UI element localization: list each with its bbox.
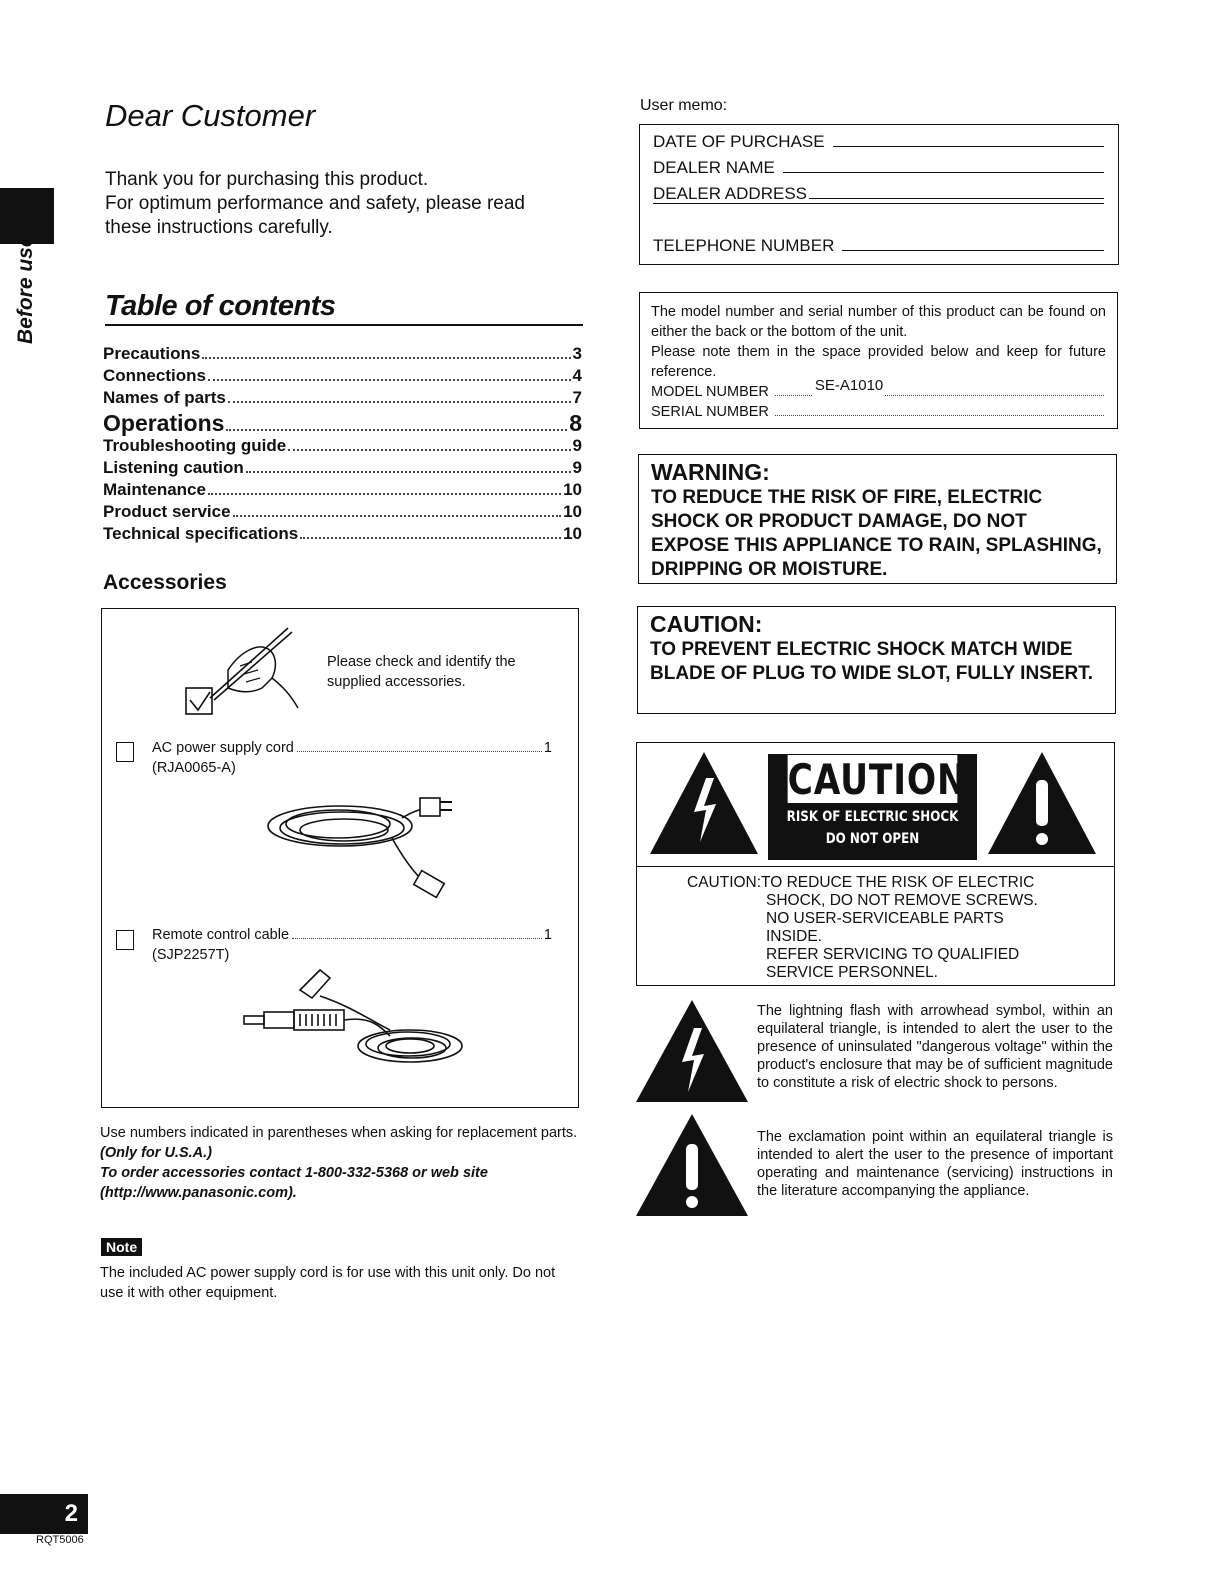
toc-item[interactable] [103,524,582,546]
caution-box [637,606,1116,714]
caption-line: SERVICE PERSONNEL. [766,964,938,981]
accessories-check-note: Please check and identify the supplied accessories. [327,654,516,690]
accessory-item [152,740,552,756]
toc-title: Table of contents [105,290,336,322]
toc-item-page: 9 [572,458,582,477]
model-number-label: MODEL NUMBER [651,384,769,400]
warning-box [638,454,1117,584]
accessory-qty: 1 [543,740,552,756]
toc-item-page: 9 [572,436,582,455]
caption-line: NO USER-SERVICEABLE PARTS [766,910,1004,927]
model-info-text: The model number and serial number of this product can be found on either the back or the bottom of the unit. [651,304,1106,340]
memo-field [653,184,1104,204]
greeting-heading: Dear Customer [105,98,316,133]
accessory-name: AC power supply cord [152,740,294,756]
hand-checking-icon [180,622,310,718]
caption-line: REFER SERVICING TO QUALIFIED [766,946,1020,963]
model-number-value: SE-A1010 [814,377,884,394]
toc-item[interactable] [103,366,582,388]
caution-sign-line: DO NOT OPEN [825,831,920,847]
toc-item-label: Precautions [103,344,201,363]
toc-item[interactable] [103,480,582,502]
toc-item-label: Troubleshooting guide [103,436,287,455]
toc-item-label: Listening caution [103,458,244,477]
memo-field-line[interactable] [783,172,1104,173]
toc-item[interactable] [103,458,582,480]
ac-power-cord-image [262,780,454,902]
toc-item-page: 10 [563,480,582,499]
accessories-heading: Accessories [103,571,227,594]
memo-field-line[interactable] [653,203,1104,204]
caption-line: SHOCK, DO NOT REMOVE SCREWS. [766,892,1038,909]
accessory-item [152,927,552,943]
memo-field-line[interactable] [809,198,1104,199]
usa-only-note: (Only for U.S.A.) [100,1145,212,1161]
caption-line: INSIDE. [766,928,822,945]
exclamation-warning-icon [986,750,1098,856]
note-badge: Note [101,1238,142,1256]
serial-number-field[interactable] [775,415,1104,416]
toc-item[interactable] [103,388,582,410]
warning-body: TO REDUCE THE RISK OF FIRE, ELECTRIC SHOCK OR PRODUCT DAMAGE, DO NOT EXPOSE THIS APPLIANCE TO RAIN, SPLASHING, DRIPPING OR MOISTURE. [651,487,1102,580]
memo-field [653,203,1104,223]
remote-control-cable-image [240,966,464,1076]
memo-field [653,158,1104,178]
toc-item[interactable] [103,436,582,458]
toc-item[interactable] [103,410,582,436]
lightning-warning-icon [648,750,760,856]
caution-sign-title: CAUTION [787,755,967,804]
toc-item-page: 10 [563,502,582,521]
serial-number-row [651,402,1106,422]
toc-item-label: Product service [103,502,231,521]
memo-field-label: DEALER ADDRESS [653,184,807,203]
caption-lead: CAUTION:TO REDUCE THE RISK OF ELECTRIC [687,874,1035,891]
toc-item-label: Connections [103,366,206,385]
caution-label-divider [636,866,1115,867]
accessory-name: Remote control cable [152,927,290,943]
accessory-qty: 1 [543,927,552,943]
memo-field-label: DATE OF PURCHASE [653,132,825,151]
memo-field-label: DEALER NAME [653,158,775,177]
toc-item-label: Technical specifications [103,524,299,543]
toc-item-page: 4 [572,366,582,385]
table-of-contents [103,344,582,546]
intro-line: these instructions carefully. [105,217,333,238]
order-info: To order accessories contact 1-800-332-5368 or web site (http://www.panasonic.com). [100,1165,488,1201]
accessory-checkbox[interactable] [116,930,134,950]
accessory-part-number: (SJP2257T) [152,947,230,963]
user-memo-label: User memo: [640,97,728,114]
note-text: The included AC power supply cord is for use with this unit only. Do not use it with other equipment. [100,1265,556,1301]
accessory-checkbox[interactable] [116,742,134,762]
serial-number-label: SERIAL NUMBER [651,404,769,420]
toc-item-page: 3 [572,344,582,363]
lightning-triangle-icon [634,998,750,1104]
toc-item-label: Operations [103,410,225,436]
user-memo-box [639,124,1119,265]
document-code: RQT5006 [36,1534,84,1546]
memo-field-label: TELEPHONE NUMBER [653,236,835,255]
toc-item-page: 10 [563,524,582,543]
replacement-info [100,1123,580,1203]
exclamation-triangle-icon [634,1112,750,1218]
memo-field-line[interactable] [833,146,1104,147]
caution-title: CAUTION: [650,611,763,637]
intro-line: Thank you for purchasing this product. [105,169,429,190]
toc-item[interactable] [103,344,582,366]
exclamation-symbol-explanation: The exclamation point within an equilateral triangle is intended to alert the user to the presence of important operating and maintenance (servicing) instructions in the literature accompanying the appliance. [757,1129,1113,1199]
memo-field [653,236,1104,256]
model-info-text: Please note them in the space provided below and keep for future reference. [651,344,1106,380]
model-info-box [639,292,1118,429]
toc-item-page: 8 [569,410,582,436]
caution-body: TO PREVENT ELECTRIC SHOCK MATCH WIDE BLADE OF PLUG TO WIDE SLOT, FULLY INSERT. [650,639,1094,684]
intro-line: For optimum performance and safety, please read [105,193,525,214]
model-number-row [651,377,1106,402]
memo-field [653,132,1104,152]
toc-item-label: Maintenance [103,480,206,499]
lightning-symbol-explanation: The lightning flash with arrowhead symbol, within an equilateral triangle, is intended to alert the user to the presence of uninsulated "dangerous voltage" within the product's enclosure that may be of sufficient magnitude to constitute a risk of electric shock to persons. [757,1003,1113,1091]
toc-divider [105,324,583,326]
toc-item-page: 7 [572,388,582,407]
warning-title: WARNING: [651,459,770,485]
page-number: 2 [0,1494,88,1534]
caution-sign-line: RISK OF ELECTRIC SHOCK [786,809,959,825]
toc-item[interactable] [103,502,582,524]
section-label: Before use [14,235,37,344]
caution-sign [768,754,977,860]
memo-field-line[interactable] [842,250,1104,251]
replacement-note: Use numbers indicated in parentheses when asking for replacement parts. [100,1125,578,1141]
intro-text [105,168,585,240]
caution-label-caption [687,874,1038,982]
toc-item-label: Names of parts [103,388,226,407]
accessory-part-number: (RJA0065-A) [152,760,236,776]
